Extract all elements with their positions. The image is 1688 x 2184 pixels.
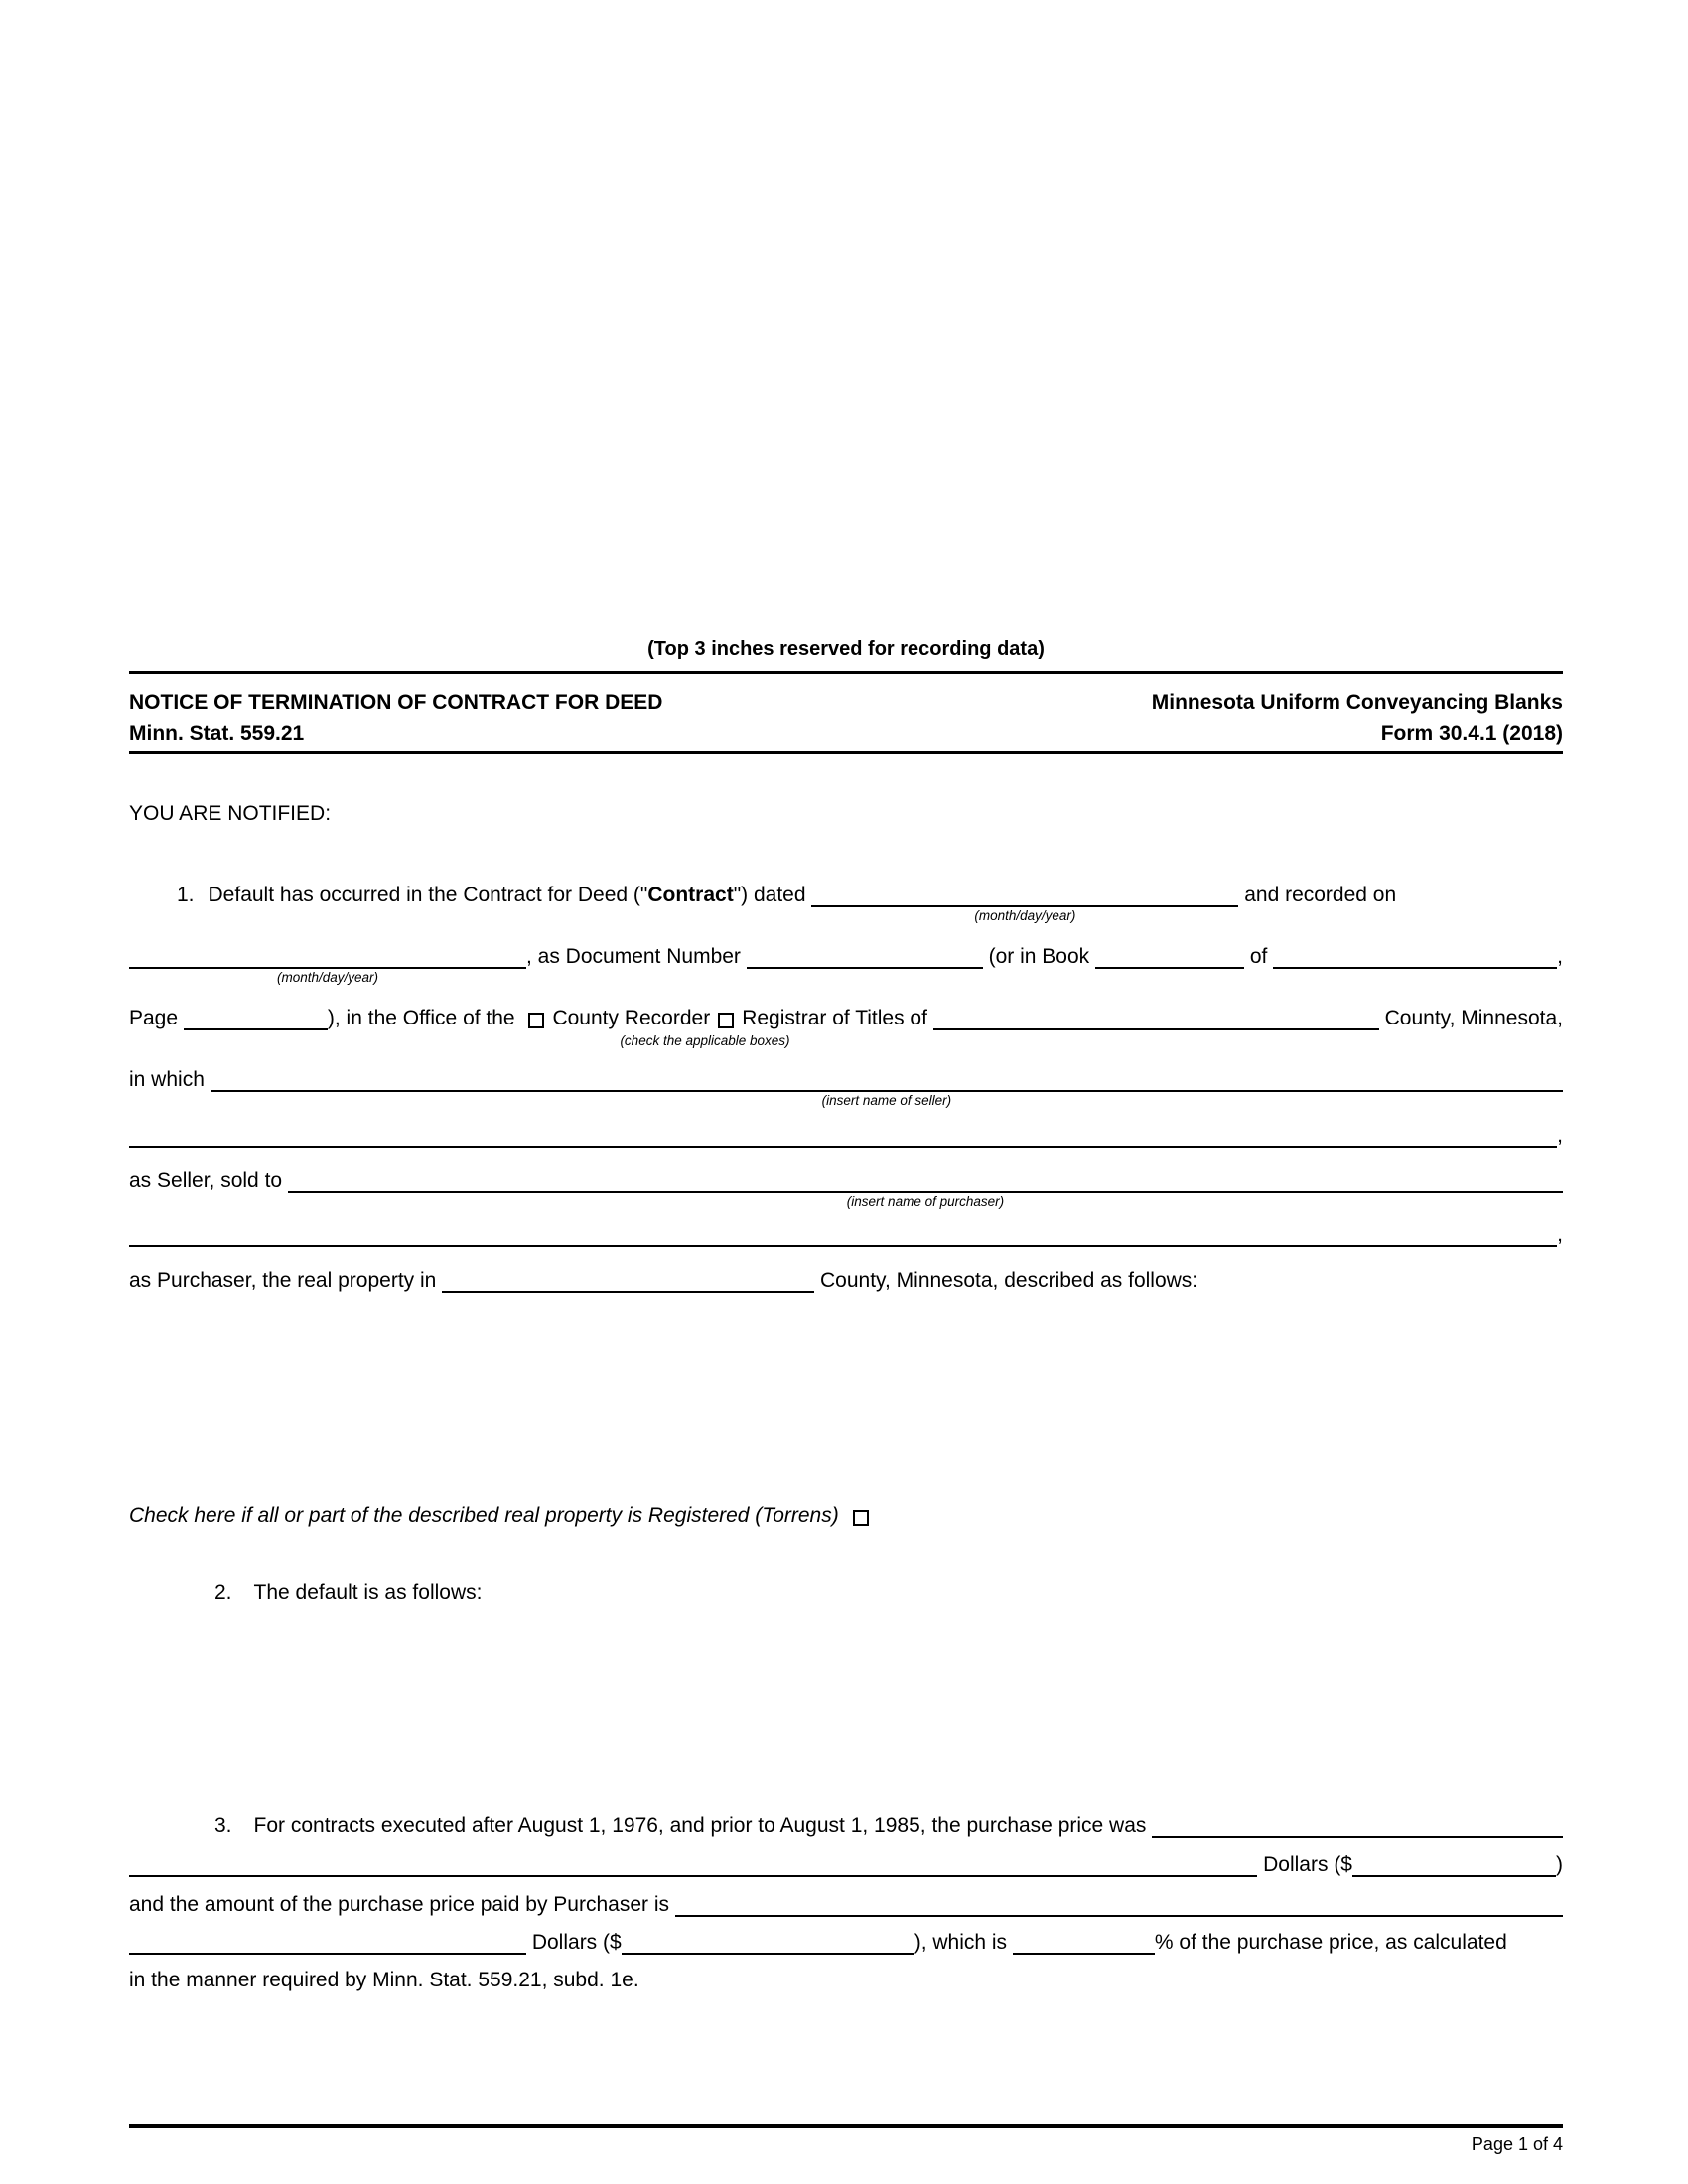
county-recorder-checkbox[interactable]: [528, 1013, 544, 1028]
item2-line: [129, 1581, 1563, 1605]
item3-text-5: Dollars ($: [526, 1931, 622, 1954]
torrens-line: [129, 1504, 1563, 1528]
recorded-date-hint: (month/day/year): [276, 970, 379, 985]
header-top-rule: [129, 671, 1563, 674]
item1-text-3: and recorded on: [1238, 884, 1397, 906]
header-bottom-rule: [129, 751, 1563, 754]
footer-rule: [129, 2124, 1563, 2128]
item2-number: 2.: [214, 1581, 232, 1604]
item1-text-5: (or in Book: [982, 945, 1095, 968]
document-number-blank[interactable]: [747, 945, 983, 969]
purchase-price-words-blank[interactable]: [129, 1853, 1257, 1877]
form-header-left: [129, 687, 662, 749]
amount-paid-blank[interactable]: [675, 1893, 1563, 1917]
amount-paid-words-blank[interactable]: [129, 1931, 526, 1955]
form-number: Form 30.4.1 (2018): [1380, 722, 1563, 745]
item1-as-purchaser: as Purchaser, the real property in: [129, 1269, 443, 1292]
form-header: [129, 687, 1563, 749]
book-of-blank[interactable]: [1273, 945, 1557, 969]
contract-date-blank[interactable]: [811, 884, 1238, 923]
item1-text-6: of: [1243, 945, 1274, 968]
registrar-of-titles-checkbox[interactable]: [718, 1013, 734, 1028]
item1-number: 1.: [177, 884, 195, 906]
check-boxes-hint: (check the applicable boxes): [620, 1033, 790, 1048]
contract-date-hint: (month/day/year): [974, 908, 1076, 923]
item3-line4: [129, 1931, 1563, 1955]
item3-text-7: % of the purchase price, as calculated: [1154, 1931, 1507, 1954]
purchase-price-amount-blank[interactable]: [1352, 1853, 1556, 1877]
form-title: NOTICE OF TERMINATION OF CONTRACT FOR DEED: [129, 691, 663, 714]
torrens-checkbox[interactable]: [853, 1510, 869, 1526]
item1-comma-2: ,: [1557, 1124, 1563, 1147]
item1-comma-3: ,: [1557, 1223, 1563, 1246]
property-county-blank[interactable]: [442, 1269, 814, 1293]
item3-text-4: and the amount of the purchase price paid by Purchaser is: [129, 1893, 675, 1916]
item2-text: The default is as follows:: [253, 1581, 483, 1604]
item1-line2: [129, 945, 1563, 985]
item1-in-which: in which: [129, 1068, 211, 1091]
item3-line2: [129, 1853, 1563, 1877]
item1-text-8: County, Minnesota,: [1378, 1007, 1563, 1029]
county-recorder-label: County Recorder: [552, 1007, 711, 1029]
purchaser-name-continued-blank[interactable]: [129, 1223, 1557, 1247]
item1-page-label: Page: [129, 1007, 184, 1029]
item3-text-2: Dollars ($: [1257, 1853, 1352, 1876]
item3-line5: in the manner required by Minn. Stat. 559.21, subd. 1e.: [129, 1969, 639, 1991]
item1-text-2: ") dated: [733, 884, 812, 906]
item1-line1: [129, 884, 1563, 923]
seller-name-continued-blank[interactable]: [129, 1124, 1557, 1148]
item3-line1: [129, 1814, 1563, 1838]
item3-text-1: For contracts executed after August 1, 1976, and prior to August 1, 1985, the purchase price was: [253, 1814, 1153, 1837]
footer-page-number: Page 1 of 4: [1471, 2134, 1563, 2154]
registrar-label: Registrar of Titles of: [742, 1007, 933, 1029]
item1-text-4: , as Document Number: [526, 945, 747, 968]
item3-line3: [129, 1893, 1563, 1917]
purchaser-name-hint: (insert name of purchaser): [846, 1194, 1005, 1209]
recording-county-blank[interactable]: [933, 1007, 1379, 1030]
item1-text-7: ), in the Office of the: [327, 1007, 521, 1029]
amount-paid-amount-blank[interactable]: [622, 1931, 914, 1955]
form-statute: Minn. Stat. 559.21: [129, 722, 305, 745]
item1-line7: [129, 1223, 1563, 1247]
notified-heading: YOU ARE NOTIFIED:: [129, 802, 332, 825]
page-number-blank[interactable]: [184, 1007, 328, 1030]
item1-comma-1: ,: [1557, 945, 1563, 968]
form-org: Minnesota Uniform Conveyancing Blanks: [1151, 691, 1563, 714]
recording-reserved-note: (Top 3 inches reserved for recording data): [647, 638, 1045, 660]
item1-line4: [129, 1068, 1563, 1108]
form-header-right: [1152, 687, 1563, 749]
item1-text-9: County, Minnesota, described as follows:: [814, 1269, 1198, 1292]
item1-line3: [129, 1007, 1563, 1048]
percent-blank[interactable]: [1013, 1931, 1155, 1955]
recorded-date-blank[interactable]: [129, 945, 526, 985]
item1-line5: [129, 1124, 1563, 1148]
item3-text-3: ): [1556, 1853, 1563, 1876]
item1-line8: [129, 1269, 1563, 1293]
item3-number: 3.: [214, 1814, 232, 1837]
purchase-price-blank[interactable]: [1152, 1814, 1563, 1838]
seller-name-hint: (insert name of seller): [821, 1093, 952, 1108]
item3-text-6: ), which is: [914, 1931, 1013, 1954]
item1-as-seller: as Seller, sold to: [129, 1169, 288, 1192]
torrens-label: Check here if all or part of the described real property is Registered (Torrens): [129, 1504, 839, 1527]
item1-text-1: Default has occurred in the Contract for Deed (": [208, 884, 648, 906]
item1-line6: [129, 1169, 1563, 1209]
book-blank[interactable]: [1095, 945, 1244, 969]
purchaser-name-blank[interactable]: [288, 1169, 1563, 1209]
item1-contract-bold: Contract: [647, 884, 734, 906]
seller-name-blank[interactable]: [211, 1068, 1563, 1108]
